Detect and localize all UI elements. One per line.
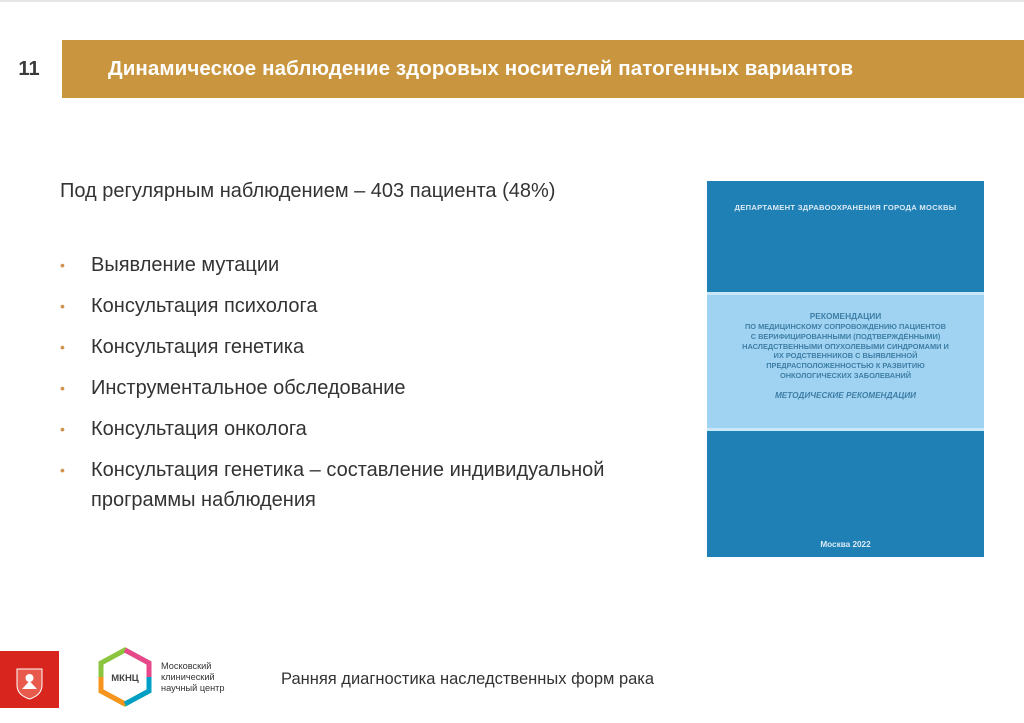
mknc-hexagon-logo bbox=[96, 647, 154, 707]
footer-caption: Ранняя диагностика наследственных форм рака bbox=[281, 670, 655, 688]
bullet-icon: • bbox=[60, 380, 65, 396]
bullet-icon: • bbox=[60, 421, 65, 437]
list-item-text: Консультация психолога bbox=[91, 295, 318, 317]
bullet-icon: • bbox=[60, 462, 65, 478]
list-item bbox=[60, 414, 660, 444]
org-name-line: Московский bbox=[161, 661, 212, 671]
cover-department: ДЕПАРТАМЕНТ ЗДРАВООХРАНЕНИЯ ГОРОДА МОСКВЫ bbox=[734, 203, 957, 212]
bullet-list bbox=[60, 250, 660, 526]
lead-text: Под регулярным наблюдением – 403 пациента (48%) bbox=[60, 180, 556, 202]
list-item-text: Консультация генетика bbox=[91, 336, 305, 358]
cover-rec-line: С ВЕРИФИЦИРОВАННЫМИ (ПОДТВЕРЖДЁННЫМИ) bbox=[750, 331, 941, 341]
cover-rec-line: ПО МЕДИЦИНСКОМУ СОПРОВОЖДЕНИЮ ПАЦИЕНТОВ bbox=[744, 322, 947, 331]
bullet-icon: • bbox=[60, 257, 65, 273]
list-item bbox=[60, 332, 660, 362]
bullet-icon: • bbox=[60, 298, 65, 314]
moscow-emblem-icon bbox=[0, 651, 59, 708]
org-name-line: клинический bbox=[161, 672, 215, 682]
slide-number: 11 bbox=[18, 57, 40, 80]
hexagon-logo-icon bbox=[96, 647, 154, 707]
top-divider bbox=[0, 0, 1024, 2]
org-name-line: научный центр bbox=[161, 683, 225, 693]
logo-abbr: МКНЦ bbox=[111, 673, 139, 684]
cover-title-band bbox=[707, 292, 984, 431]
cover-rec-line: ПРЕДРАСПОЛОЖЕННОСТЬЮ К РАЗВИТИЮ bbox=[766, 361, 925, 371]
cover-rec-line: НАСЛЕДСТВЕННЫМИ ОПУХОЛЕВЫМИ СИНДРОМАМИ И bbox=[742, 341, 949, 351]
list-item-text: Консультация онколога bbox=[91, 418, 307, 440]
cover-rec-title: РЕКОМЕНДАЦИИ bbox=[809, 311, 882, 321]
list-item-text: Консультация генетика – составление индивидуальной программы наблюдения bbox=[91, 459, 605, 511]
list-item-text: Выявление мутации bbox=[91, 254, 280, 276]
cover-rec-line: ИХ РОДСТВЕННИКОВ С ВЫЯВЛЕННОЙ bbox=[773, 351, 918, 361]
list-item-text: Инструментальное обследование bbox=[91, 377, 406, 399]
book-cover-image bbox=[707, 181, 984, 557]
slide-title: Динамическое наблюдение здоровых носителей патогенных вариантов bbox=[108, 57, 854, 80]
list-item bbox=[60, 250, 660, 280]
moscow-emblem-logo bbox=[0, 651, 59, 708]
bullet-icon: • bbox=[60, 339, 65, 355]
cover-rec-subtitle: МЕТОДИЧЕСКИЕ РЕКОМЕНДАЦИИ bbox=[774, 390, 917, 400]
list-item bbox=[60, 291, 660, 321]
cover-city-year: Москва 2022 bbox=[820, 540, 871, 549]
org-name bbox=[161, 661, 224, 694]
title-bar bbox=[62, 40, 1024, 98]
cover-rec-body bbox=[721, 322, 970, 381]
list-item bbox=[60, 455, 660, 515]
list-item bbox=[60, 373, 660, 403]
cover-rec-line: ОНКОЛОГИЧЕСКИХ ЗАБОЛЕВАНИЙ bbox=[779, 370, 912, 380]
